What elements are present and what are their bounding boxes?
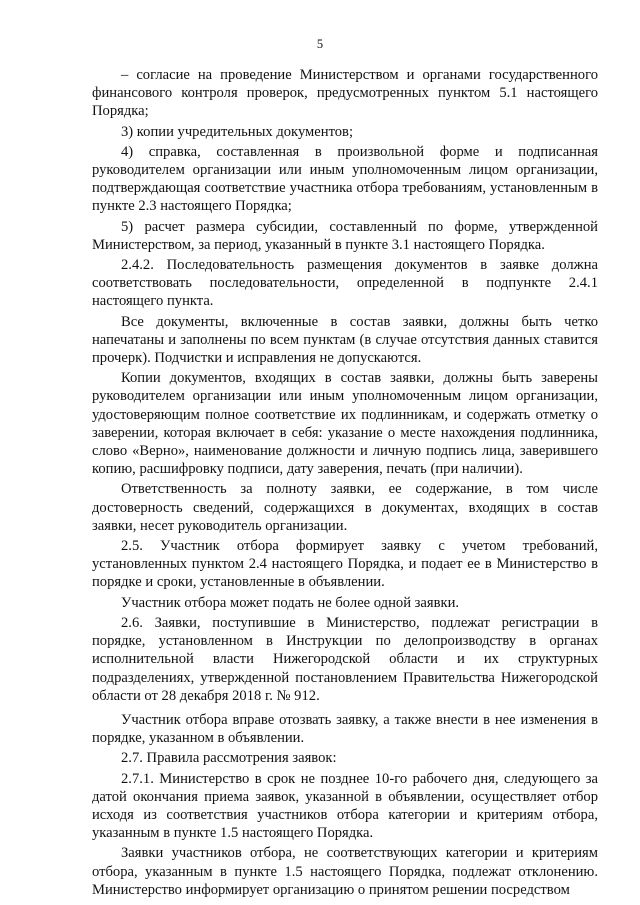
paragraph: 5) расчет размера субсидии, составленный по форме, утвержденной Министерством, за период, указанный в пункте 3.1 настоящего Порядка. [92,218,598,253]
paragraph: 4) справка, составленная в произвольной форме и подписанная руководителем организации или иным уполномоченным лицом организации, подтверждающая соответствие участника отбора требованиям, установленным в пункте 2.3 настоящего Порядка; [92,143,598,215]
paragraph: Все документы, включенные в состав заявки, должны быть четко напечатаны и заполнены по всем пунктам (в случае отсутствия данных ставится прочерк). Подчистки и исправления не допускаются. [92,313,598,367]
paragraph: Участник отбора вправе отозвать заявку, а также внести в нее изменения в порядке, указанном в объявлении. [92,711,598,747]
paragraph: 3) копии учредительных документов; [121,123,353,140]
paragraph: 2.6. Заявки, поступившие в Министерство, подлежат регистрации в порядке, установленном в Инструкции по делопроизводству в органах исполнительной власти Нижегородской области и их структурных подразделениях, утвержденной постановлением Правительства Нижегородской области от 28 декабря 2018 г. № 912. [92,614,598,704]
document-body [92,66,598,901]
paragraph: 2.5. Участник отбора формирует заявку с учетом требований, установленных пунктом 2.4 настоящего Порядка, и подает ее в Министерство в порядке и сроки, установленные в объявлении. [92,538,598,591]
paragraph: Заявки участников отбора, не соответствующих категории и критериям отбора, указанным в пункте 1.5 настоящего Порядка, подлежат отклонению. Министерство информирует организацию о принятом решении посредством [92,845,598,898]
page-number: 5 [316,37,324,51]
paragraph: Ответственность за полноту заявки, ее содержание, в том числе достоверность сведений, содержащихся в документах, входящих в состав заявки, несет руководитель организации. [92,481,598,534]
paragraph: Участник отбора может подать не более одной заявки. [121,594,460,611]
paragraph: 2.4.2. Последовательность размещения документов в заявке должна соответствовать последовательности, определенной в подпункте 2.4.1 настоящего пункта. [92,257,598,310]
paragraph: – согласие на проведение Министерством и органами государственного финансового контроля проверок, предусмотренных пунктом 5.1 настоящего Порядка; [92,67,598,120]
paragraph: 2.7.1. Министерство в срок не позднее 10-го рабочего дня, следующего за датой окончания приема заявок, указанной в объявлении, осуществляет отбор исходя из соответствия участников отбора категории и критериям отбора, указанным в пункте 1.5 настоящего Порядка. [92,770,598,842]
paragraph: Копии документов, входящих в состав заявки, должны быть заверены руководителем организации или иным уполномоченным лицом организации, удостоверяющим полное соответствие их подлинникам, и содержать отметку о заверении, которая включает в себя: указание о месте нахождения подлинника, слово «Верно», наименование должности и личную подпись лица, заверившего копию, расшифровку подписи, дату заверения, печать (при наличии). [92,370,598,478]
paragraph: 2.7. Правила рассмотрения заявок: [121,750,337,767]
